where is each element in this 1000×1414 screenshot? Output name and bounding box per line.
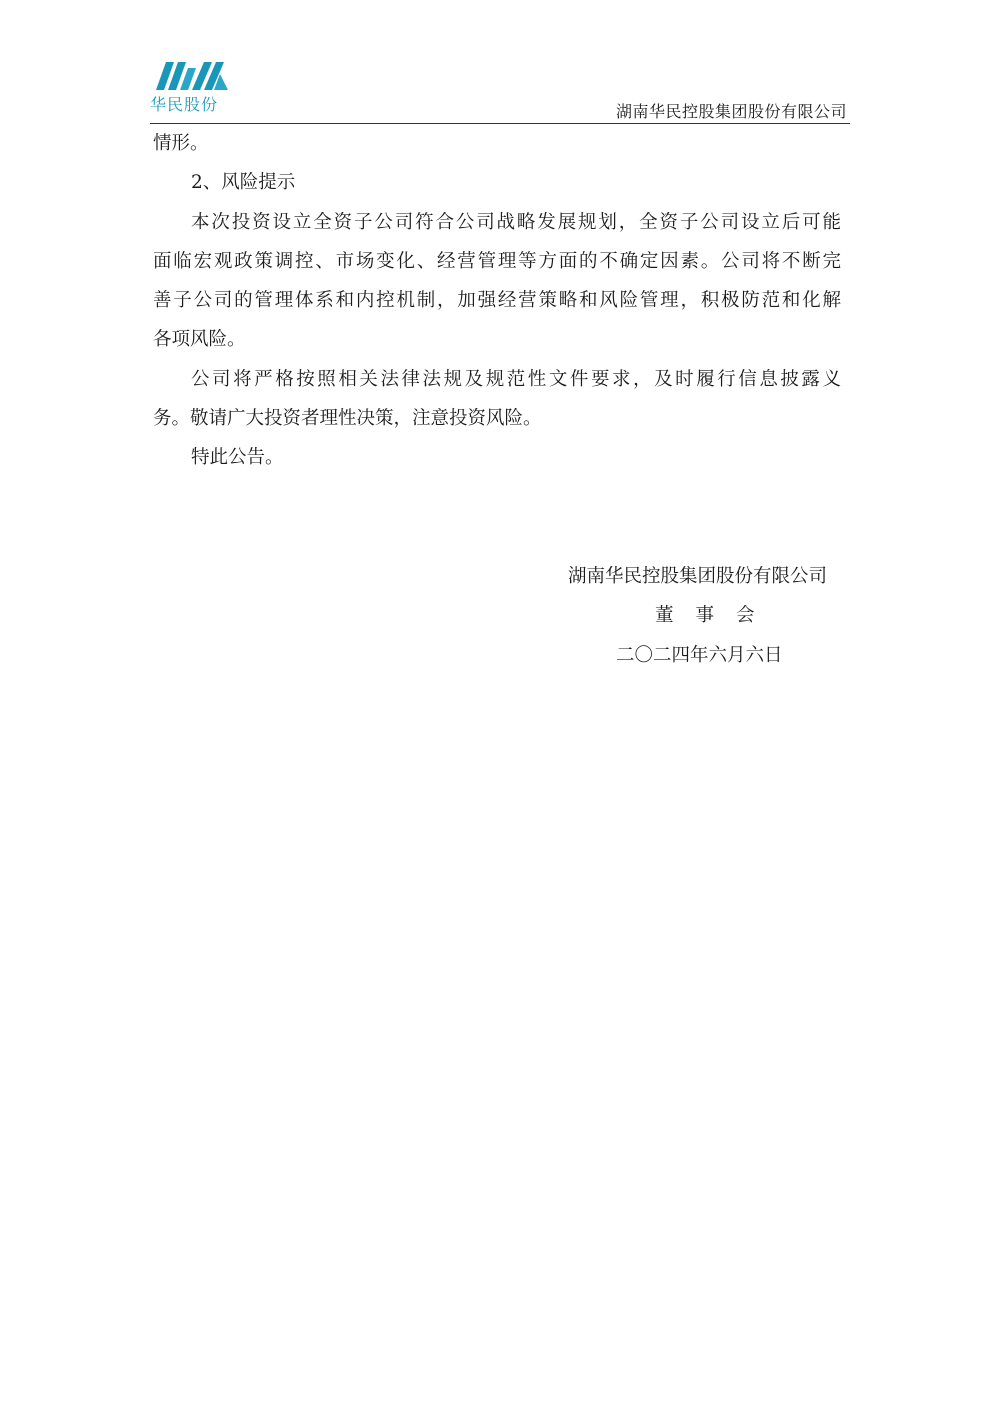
body-line: 善子公司的管理体系和内控机制，加强经营策略和风险管理，积极防范和化解 <box>153 290 841 312</box>
logo-mark-icon <box>154 58 230 92</box>
signature-board: 董事会 <box>655 605 777 627</box>
header-company-name: 湖南华民控股集团股份有限公司 <box>615 102 847 121</box>
logo-text: 华民股份 <box>150 95 219 114</box>
signature-company: 湖南华民控股集团股份有限公司 <box>568 566 828 587</box>
signature-block <box>560 557 855 675</box>
section-heading-risk: 2、风险提示 <box>191 172 296 194</box>
signature-date: 二〇二四年六月六日 <box>616 644 783 666</box>
closing-statement: 特此公告。 <box>191 447 284 469</box>
body-line: 公司将严格按照相关法律法规及规范性文件要求，及时履行信息披露义 <box>191 368 841 390</box>
body-line: 各项风险。 <box>153 329 246 351</box>
announcement-body <box>153 124 841 478</box>
body-line: 面临宏观政策调控、市场变化、经营管理等方面的不确定因素。公司将不断完 <box>153 250 841 272</box>
body-line: 务。敬请广大投资者理性决策，注意投资风险。 <box>153 408 542 430</box>
body-line: 本次投资设立全资子公司符合公司战略发展规划，全资子公司设立后可能 <box>191 211 841 233</box>
body-line: 情形。 <box>153 133 209 154</box>
company-logo <box>150 58 234 114</box>
